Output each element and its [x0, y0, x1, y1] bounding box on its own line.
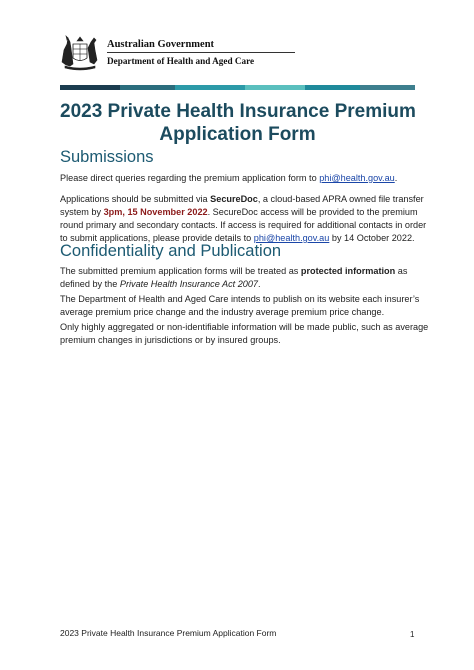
- submissions-heading: Submissions: [60, 148, 154, 166]
- email-link[interactable]: phi@health.gov.au: [319, 173, 395, 183]
- confidentiality-paragraph: [60, 265, 418, 291]
- text: to submit applications, please provide details to: [60, 233, 254, 243]
- text: , a cloud-based APRA owned file transfer: [257, 194, 424, 204]
- band-segment: [305, 85, 360, 90]
- email-link[interactable]: phi@health.gov.au: [253, 233, 330, 243]
- text: The submitted premium application forms will be treated as: [60, 266, 301, 276]
- text: The Department of Health and Aged Care intends to publish on its website each insurer’s: [60, 294, 420, 304]
- band-segment: [360, 85, 415, 90]
- aggregation-paragraph: [60, 321, 429, 347]
- text: round primary and secondary contacts. If access is required for additional contacts in order: [60, 220, 427, 230]
- band-segment: [60, 85, 120, 90]
- text: defined by the: [60, 279, 120, 289]
- act-name: Private Health Insurance Act 2007: [119, 279, 259, 289]
- page-number: 1: [410, 630, 415, 639]
- color-band: [60, 85, 415, 90]
- text: . SecureDoc access will be provided to the premium: [207, 207, 418, 217]
- text: system by: [60, 207, 104, 217]
- header-divider: [107, 52, 295, 53]
- publication-paragraph: [60, 293, 418, 319]
- submissions-instructions-paragraph: [60, 193, 427, 245]
- text: average premium price change and the industry average premium price change.: [60, 307, 385, 317]
- department-name: Department of Health and Aged Care: [107, 56, 255, 66]
- text: Only highly aggregated or non-identifiable information will be made public, such as average: [60, 322, 429, 332]
- title-line: Application Form: [159, 124, 316, 145]
- text: premium changes in jurisdictions or by insured groups.: [60, 335, 281, 345]
- government-name: Australian Government: [107, 39, 215, 50]
- text: .: [258, 279, 261, 289]
- text: Please direct queries regarding the premium application form to: [60, 173, 320, 183]
- securedoc-label: SecureDoc: [210, 194, 258, 204]
- band-segment: [120, 85, 175, 90]
- text: .: [394, 173, 398, 183]
- band-segment: [245, 85, 305, 90]
- text: as: [395, 266, 408, 276]
- coat-of-arms-icon: [60, 34, 100, 72]
- title-line: 2023 Private Health Insurance Premium: [60, 101, 416, 122]
- document-title: [60, 100, 415, 146]
- text: by 14 October 2022.: [329, 233, 415, 243]
- deadline: 3pm, 15 November 2022: [103, 207, 208, 217]
- protected-information: protected information: [300, 266, 396, 276]
- text: Applications should be submitted via: [60, 194, 211, 204]
- government-header: [60, 34, 420, 76]
- submissions-queries-paragraph: [60, 172, 418, 185]
- confidentiality-heading: Confidentiality and Publication: [60, 242, 282, 260]
- band-segment: [175, 85, 245, 90]
- footer-text: 2023 Private Health Insurance Premium Application Form: [60, 628, 277, 638]
